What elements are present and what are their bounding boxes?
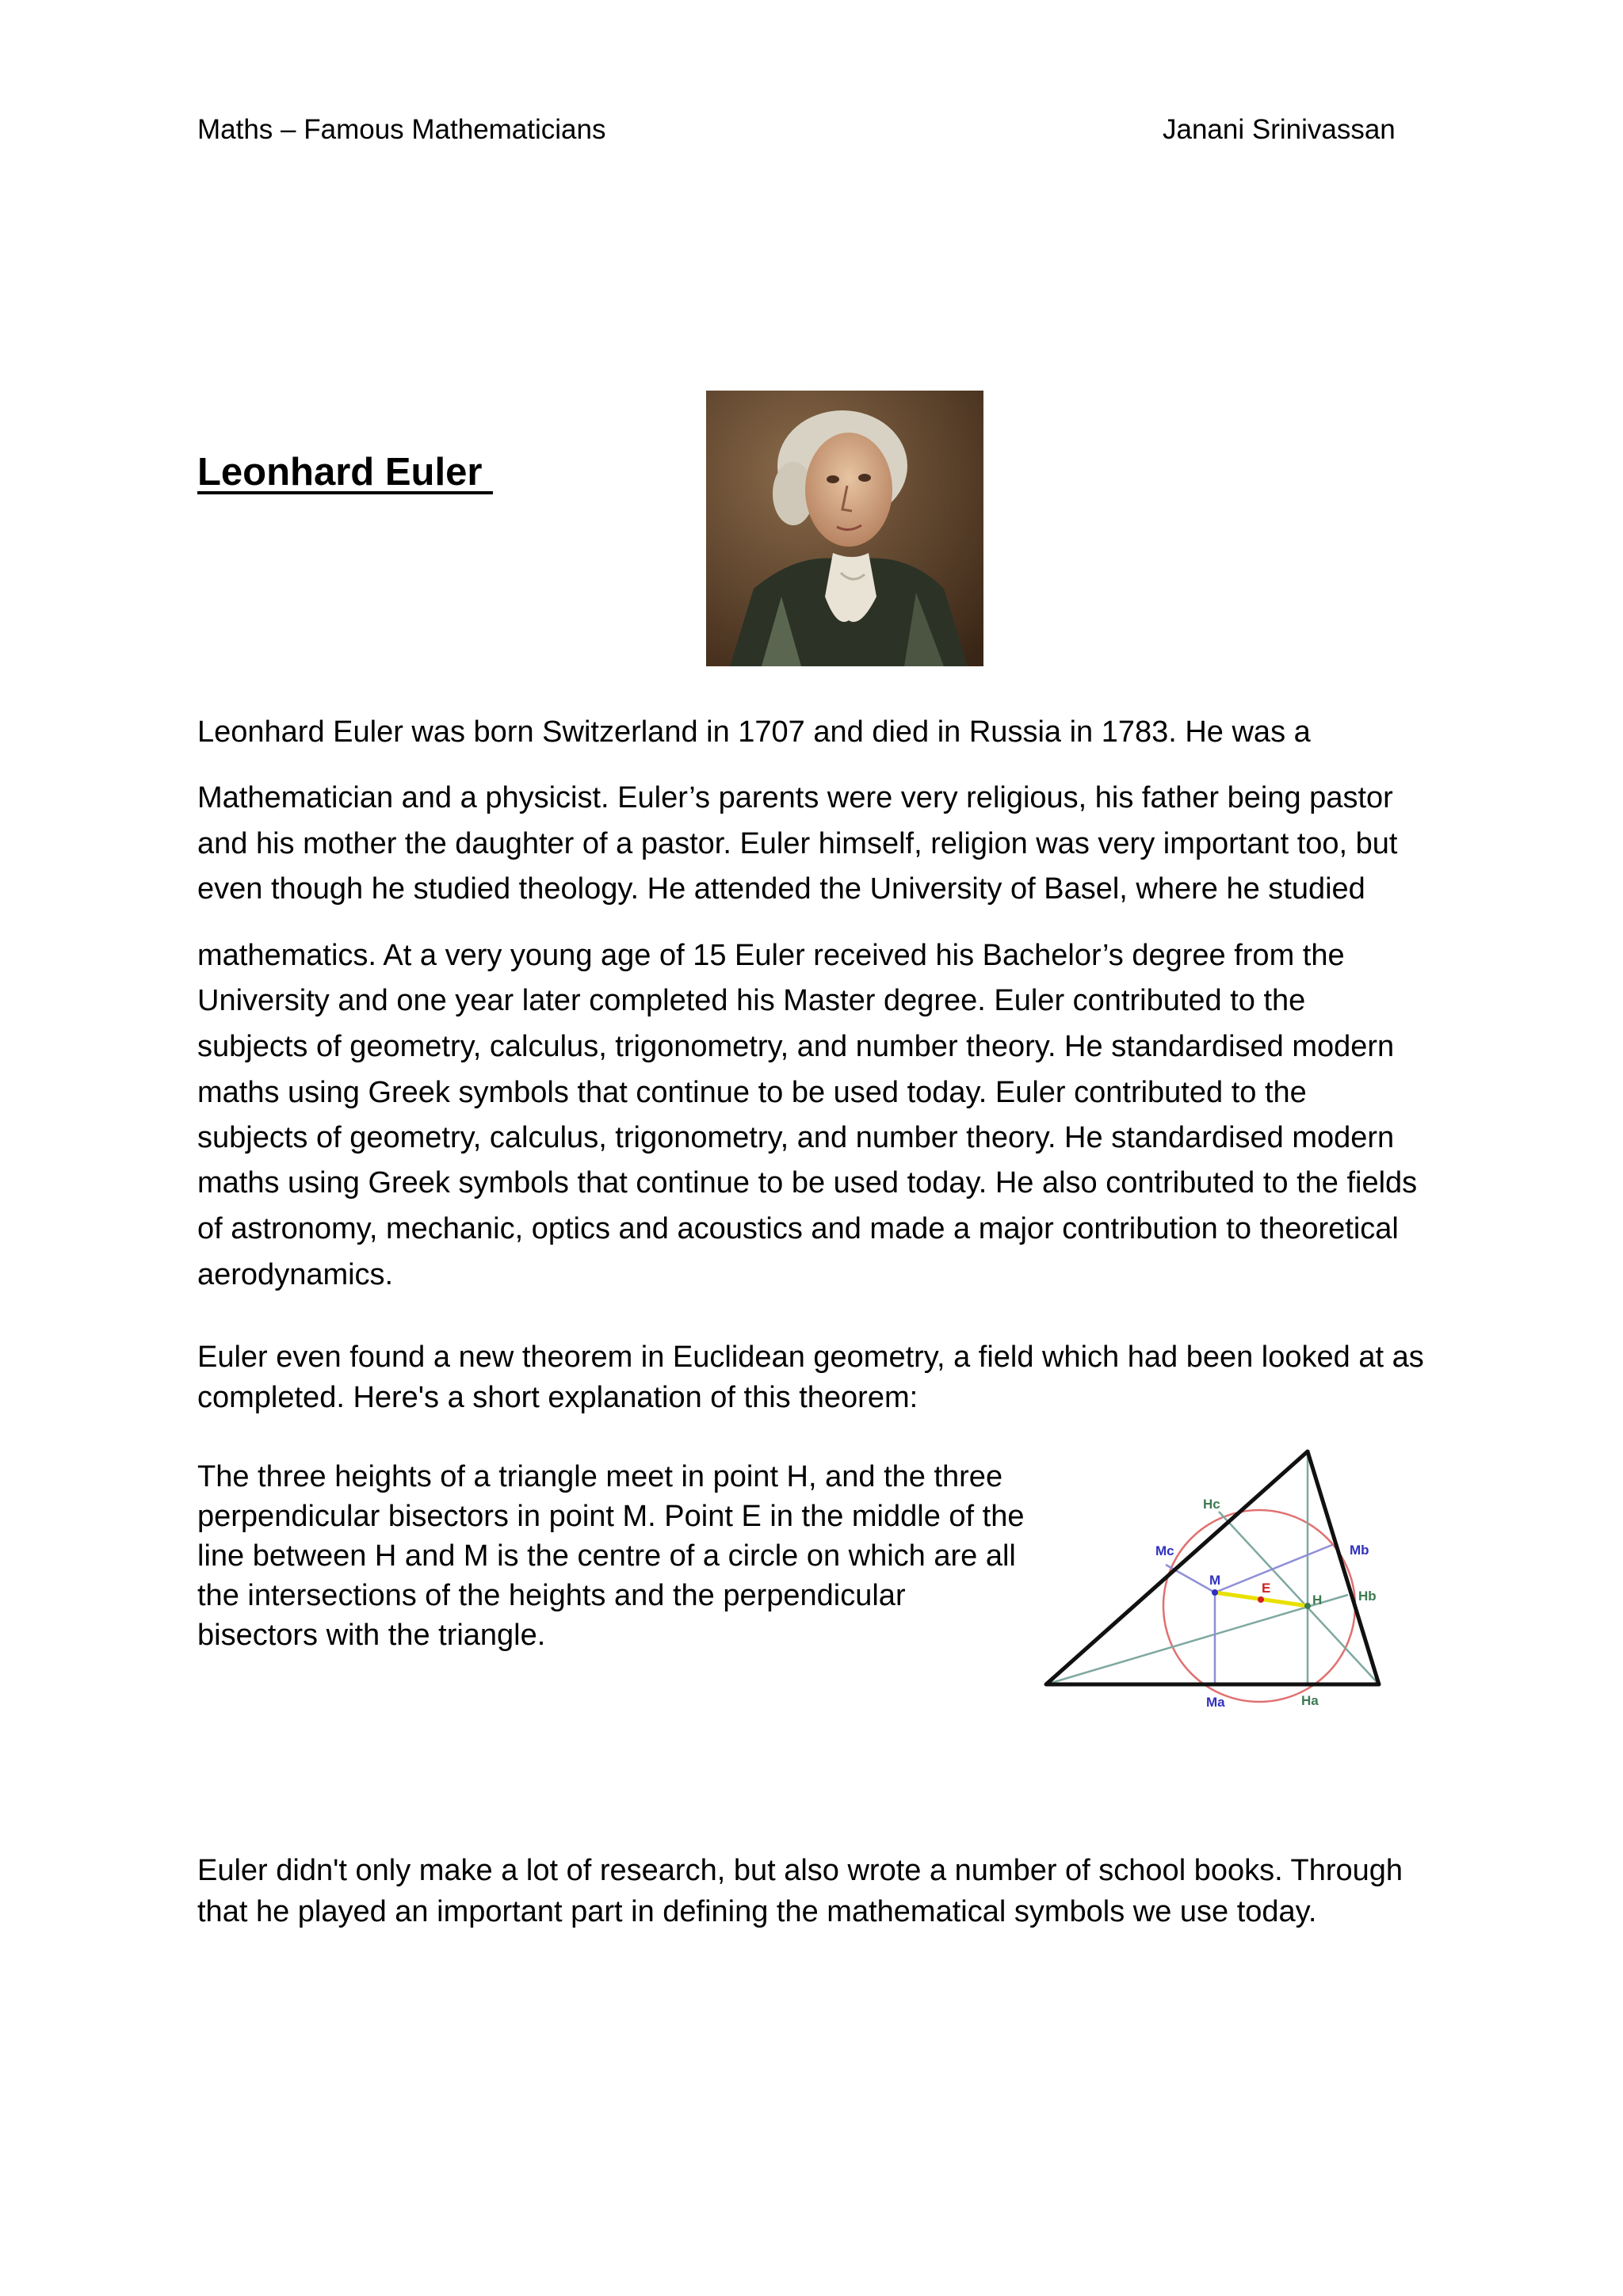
paragraph-line: completed. Here's a short explanation of this theorem: [197, 1381, 918, 1414]
paragraph-line: that he played an important part in defining the mathematical symbols we use today. [197, 1895, 1317, 1928]
label-m: M [1209, 1573, 1221, 1588]
label-e: E [1262, 1581, 1271, 1596]
paragraph-line: perpendicular bisectors in point M. Point E in the middle of the [197, 1500, 1025, 1533]
paragraph-line: University and one year later completed his Master degree. Euler contributed to the [197, 984, 1306, 1017]
paragraph-line: bisectors with the triangle. [197, 1619, 546, 1652]
paragraph-line: even though he studied theology. He attended the University of Basel, where he studied [197, 872, 1365, 906]
header-left: Maths – Famous Mathematicians [197, 114, 606, 145]
euler-circle [1163, 1510, 1355, 1702]
paragraph-line: and his mother the daughter of a pastor. Euler himself, religion was very important too, but [197, 827, 1398, 860]
paragraph-line: maths using Greek symbols that continue to be used today. He also contributed to the fields [197, 1166, 1418, 1199]
label-ha: Ha [1301, 1693, 1319, 1708]
point-h [1304, 1603, 1311, 1609]
label-ma: Ma [1206, 1695, 1225, 1710]
paragraph-line: aerodynamics. [197, 1258, 394, 1291]
paragraph-line: Leonhard Euler was born Switzerland in 1707 and died in Russia in 1783. He was a [197, 715, 1311, 749]
paragraph-line: Mathematician and a physicist. Euler’s parents were very religious, his father being pastor [197, 781, 1393, 814]
label-hc: Hc [1203, 1497, 1220, 1512]
label-mc: Mc [1155, 1543, 1174, 1558]
header-right: Janani Srinivassan [1163, 114, 1396, 145]
portrait-image [706, 391, 983, 666]
paragraph-line: Euler didn't only make a lot of research, but also wrote a number of school books. Through [197, 1854, 1403, 1887]
label-mb: Mb [1350, 1543, 1369, 1558]
paragraph-line: subjects of geometry, calculus, trigonometry, and number theory. He standardised modern [197, 1030, 1395, 1063]
bisector-line [1215, 1545, 1332, 1592]
label-h: H [1312, 1592, 1323, 1608]
triangle [1046, 1451, 1379, 1684]
paragraph-line: The three heights of a triangle meet in point H, and the three [197, 1460, 1003, 1493]
point-e [1258, 1596, 1264, 1603]
height-line [1046, 1595, 1348, 1684]
paragraph-line: the intersections of the heights and the perpendicular [197, 1579, 906, 1612]
paragraph-line: subjects of geometry, calculus, trigonometry, and number theory. He standardised modern [197, 1121, 1395, 1154]
paragraph-line: maths using Greek symbols that continue to be used today. Euler contributed to the [197, 1076, 1307, 1109]
page-title: Leonhard Euler [197, 451, 494, 494]
point-m [1212, 1589, 1218, 1596]
label-hb: Hb [1358, 1589, 1377, 1604]
paragraph-line: mathematics. At a very young age of 15 Euler received his Bachelor’s degree from the [197, 939, 1345, 972]
paragraph-line: line between H and M is the centre of a circle on which are all [197, 1539, 1016, 1573]
paragraph-line: of astronomy, mechanic, optics and acoustics and made a major contribution to theoretical [197, 1212, 1399, 1245]
paragraph-line: Euler even found a new theorem in Euclidean geometry, a field which had been looked at as [197, 1341, 1424, 1374]
nine-point-circle-diagram [1037, 1442, 1385, 1719]
